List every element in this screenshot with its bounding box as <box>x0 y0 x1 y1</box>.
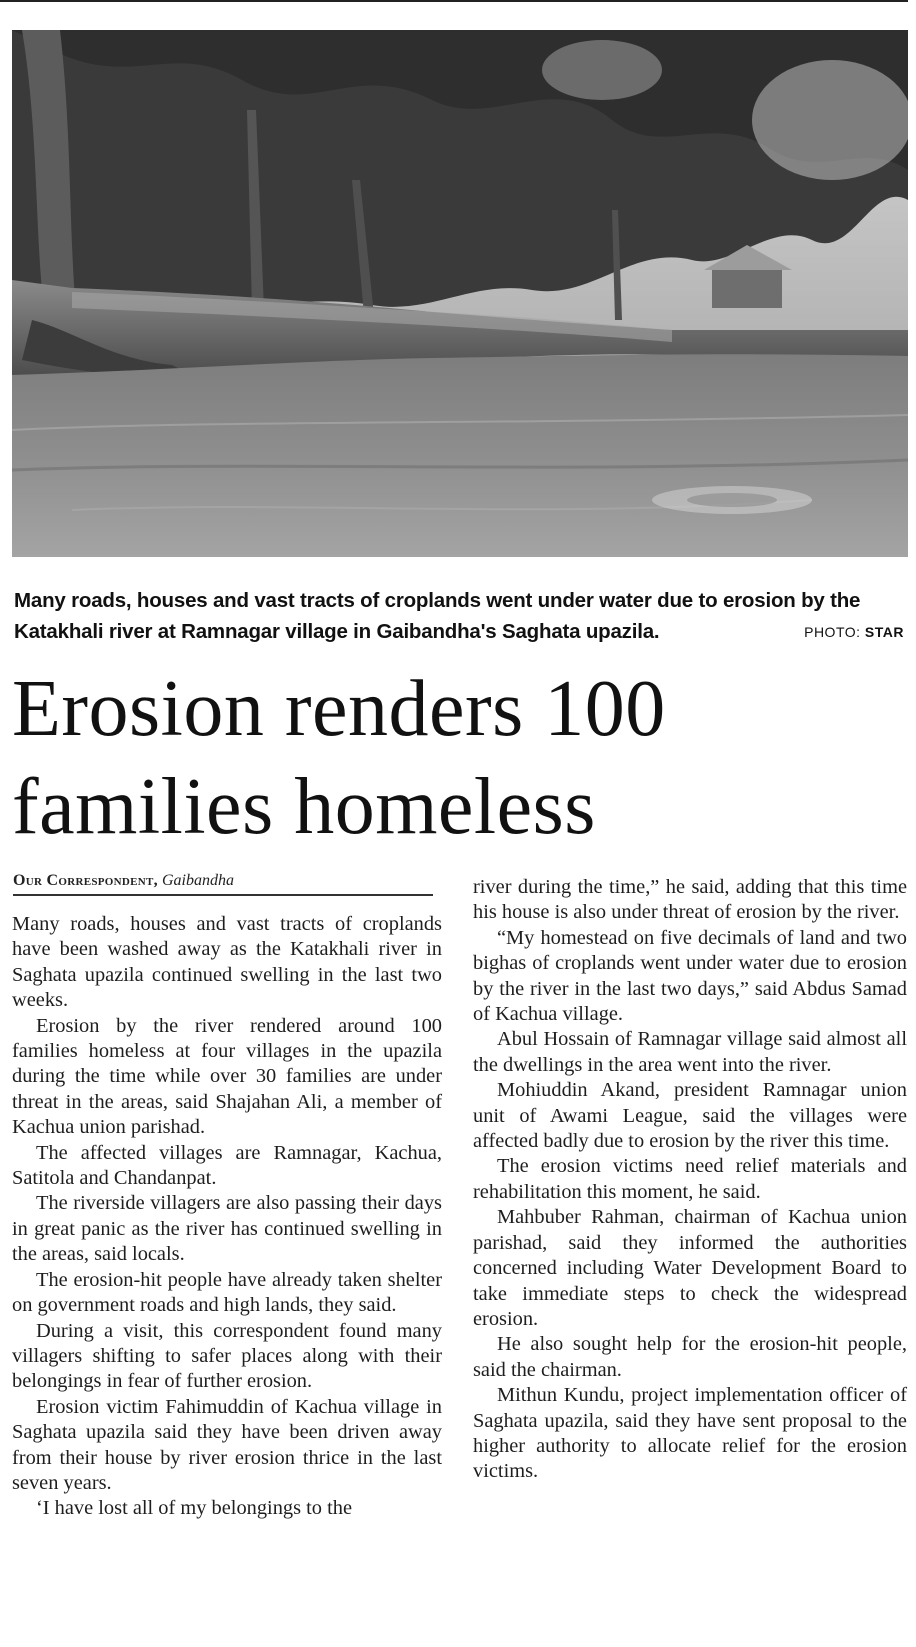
paragraph: During a visit, this correspondent found many villagers shifting to safer places along with their belongings in fear of further erosion. <box>12 1319 442 1393</box>
byline-role: Our Correspondent, <box>13 872 158 889</box>
paragraph: river during the time,” he said, adding that this time his house is also under threat of erosion by the river. <box>473 876 907 924</box>
paragraph: The erosion victims need relief materials and rehabilitation this moment, he said. <box>473 1155 907 1203</box>
paragraph: Many roads, houses and vast tracts of croplands have been washed away as the Katakhali river in Saghata upazila continued swelling in the last two weeks. <box>12 913 442 1012</box>
article-column-left <box>12 912 442 1522</box>
paragraph: Abul Hossain of Ramnagar village said almost all the dwellings in the area went into the river. <box>473 1028 907 1076</box>
byline <box>13 872 433 896</box>
photo-credit <box>804 617 904 648</box>
paragraph: The erosion-hit people have already taken shelter on government roads and high lands, they said. <box>12 1268 442 1317</box>
photo-credit-prefix: PHOTO: <box>804 624 865 640</box>
paragraph: He also sought help for the erosion-hit people, said the chairman. <box>473 1333 907 1381</box>
river-erosion-photo <box>12 30 908 557</box>
photo-caption <box>14 585 904 648</box>
article-column-right <box>473 875 907 1485</box>
paragraph: The affected villages are Ramnagar, Kachua, Satitola and Chandanpat. <box>12 1141 442 1190</box>
paragraph: Erosion victim Fahimuddin of Kachua village in Saghata upazila said they have been driven away from their house by river erosion thrice in the last seven years. <box>12 1395 442 1494</box>
news-photo <box>12 30 908 557</box>
paragraph: “My homestead on five decimals of land and two bighas of croplands went under water due to erosion by the river in the last two days,” said Abdus Samad of Kachua village. <box>473 926 907 1026</box>
paragraph: The riverside villagers are also passing their days in great panic as the river has continued swelling in the areas, said locals. <box>12 1192 442 1266</box>
top-rule <box>0 0 908 2</box>
paragraph: Mohiuddin Akand, president Ramnagar union unit of Awami League, said the villages were affected badly due to erosion by the river this time. <box>473 1079 907 1153</box>
caption-text: Many roads, houses and vast tracts of croplands went under water due to erosion by the Katakhali river at Ramnagar village in Gaibandha's Saghata upazila. <box>14 589 861 643</box>
headline: Erosion renders 100 families homeless <box>12 665 666 851</box>
paragraph: Erosion by the river rendered around 100 families homeless at four villages in the upazila during the time while over 30 families are under threat in the areas, said Shajahan Ali, a member of Kachua union parishad. <box>12 1014 442 1139</box>
byline-place: Gaibandha <box>161 872 234 889</box>
paragraph: Mithun Kundu, project implementation officer of Saghata upazila, said they have sent proposal to the higher authority to allocate relief for the erosion victims. <box>473 1384 907 1483</box>
paragraph: Mahbuber Rahman, chairman of Kachua union parishad, said they informed the authorities concerned including Water Development Board to take immediate steps to check the widespread erosion. <box>473 1206 907 1330</box>
photo-credit-source: STAR <box>864 624 904 640</box>
paragraph: ‘I have lost all of my belongings to the <box>36 1497 352 1520</box>
